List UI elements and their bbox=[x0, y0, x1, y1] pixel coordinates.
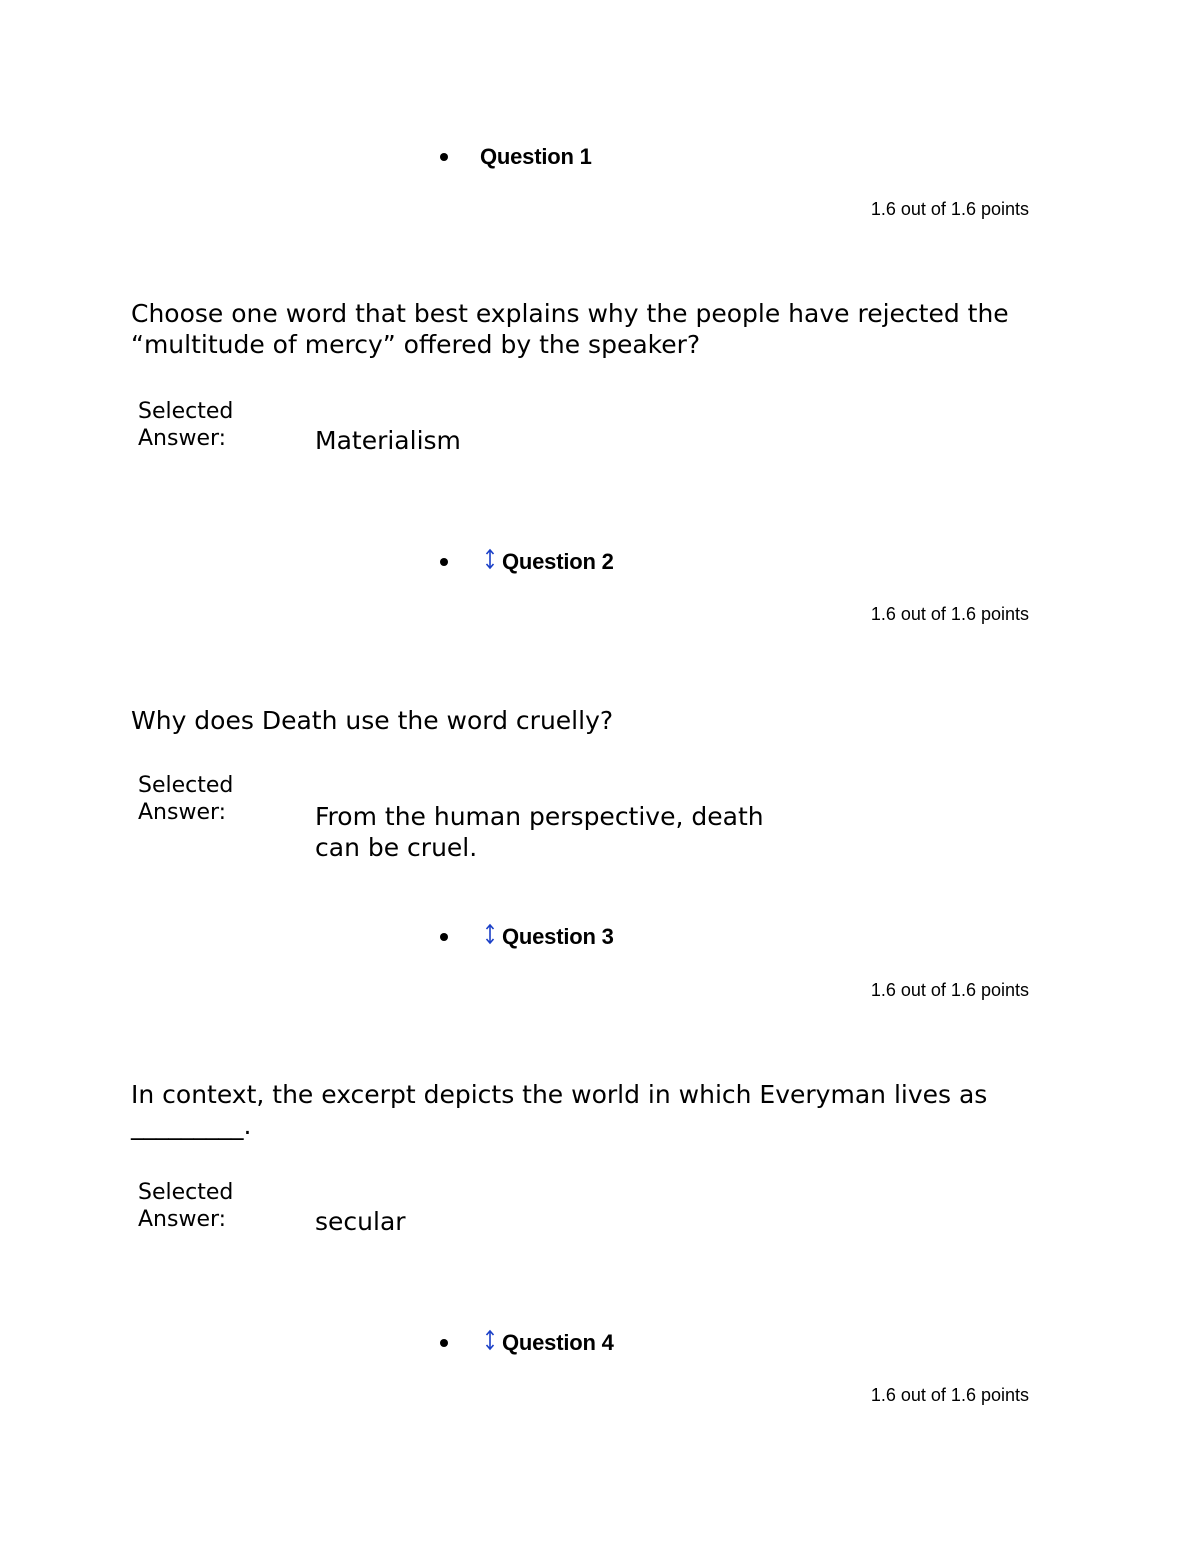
bullet-icon bbox=[440, 1339, 448, 1347]
selected-answer: From the human perspective, death can be cruel. bbox=[315, 802, 764, 862]
question-points: 1.6 out of 1.6 points bbox=[870, 980, 1029, 1000]
question-header bbox=[440, 1328, 660, 1358]
question-header bbox=[440, 922, 660, 952]
question-points: 1.6 out of 1.6 points bbox=[870, 1385, 1029, 1405]
reorder-icon[interactable] bbox=[483, 547, 497, 571]
question-title: Question 1 bbox=[480, 144, 592, 169]
selected-answer: Materialism bbox=[315, 426, 461, 455]
bullet-icon bbox=[440, 933, 448, 941]
selected-answer-label: Selected Answer: bbox=[138, 1180, 234, 1232]
question-title: Question 4 bbox=[502, 1330, 614, 1355]
question-title: Question 3 bbox=[502, 924, 614, 949]
selected-answer: secular bbox=[315, 1207, 406, 1236]
selected-answer-label: Selected Answer: bbox=[138, 399, 234, 451]
question-points: 1.6 out of 1.6 points bbox=[870, 199, 1029, 219]
question-header bbox=[440, 547, 660, 577]
question-points: 1.6 out of 1.6 points bbox=[870, 604, 1029, 624]
selected-answer-label: Selected Answer: bbox=[138, 773, 234, 825]
question-text: Why does Death use the word cruelly? bbox=[131, 706, 614, 735]
reorder-icon[interactable] bbox=[483, 922, 497, 946]
reorder-icon[interactable] bbox=[483, 1328, 497, 1352]
question-text: In context, the excerpt depicts the world in which Everyman lives as _________. bbox=[131, 1080, 988, 1140]
bullet-icon bbox=[440, 558, 448, 566]
bullet-icon bbox=[440, 153, 448, 161]
question-header bbox=[440, 142, 640, 172]
question-text: Choose one word that best explains why the people have rejected the “multitude of mercy” offered by the speaker? bbox=[131, 299, 1009, 359]
question-title: Question 2 bbox=[502, 549, 614, 574]
